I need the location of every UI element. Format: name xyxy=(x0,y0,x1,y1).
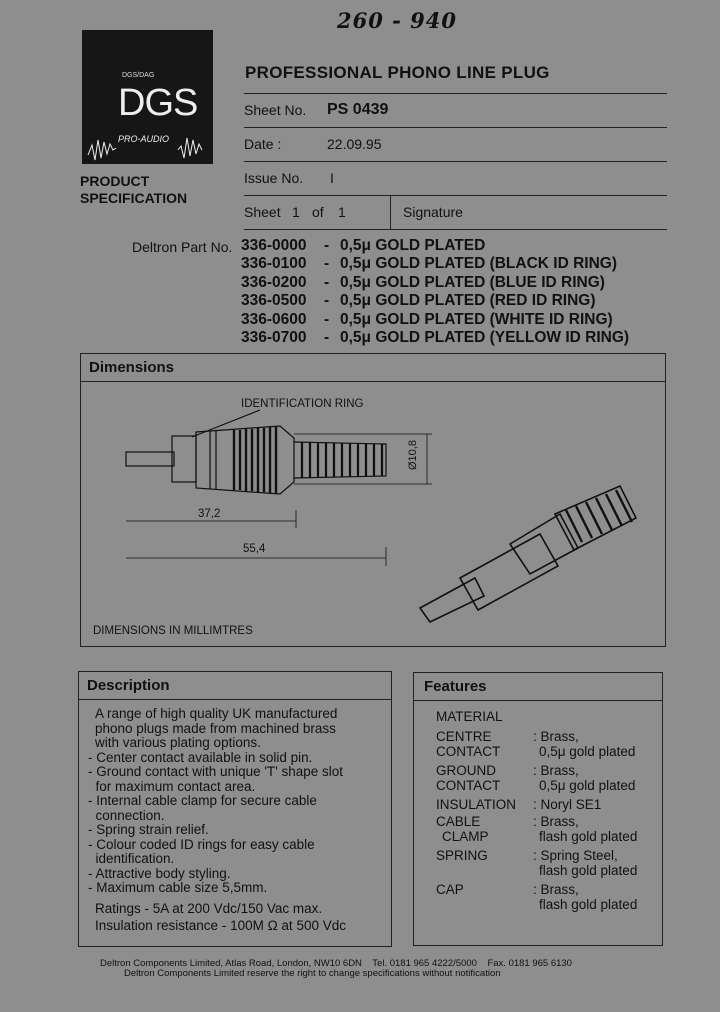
logo-waveform-icon xyxy=(82,30,213,164)
part-number-row: 336-0100 - 0,5μ GOLD PLATED (BLACK ID RING) xyxy=(241,255,618,273)
insulation-text: Insulation resistance - 100M Ω at 500 Vdc xyxy=(95,918,346,933)
sheet-count-num: 1 xyxy=(292,204,300,220)
signature-label: Signature xyxy=(403,204,463,220)
title-underline xyxy=(244,93,667,94)
footer-address: Deltron Components Limited, Atlas Road, London, NW10 6DN Tel. 0181 965 4222/5000 Fax. 0181 965 6130 xyxy=(100,958,572,969)
handwritten-reference: 260 - 940 xyxy=(337,8,458,33)
feature-row: CABLE CLAMP : Brass, flash gold plated xyxy=(436,814,638,844)
feature-row: SPRING : Spring Steel, flash gold plated xyxy=(436,848,638,878)
part-number-row: 336-0200 - 0,5μ GOLD PLATED (BLUE ID RING) xyxy=(241,273,605,291)
sheet-count-of: of xyxy=(312,204,324,220)
logo-sub-text: PRO-AUDIO xyxy=(118,134,170,144)
issue-no-label: Issue No. xyxy=(244,170,304,186)
material-label: MATERIAL xyxy=(436,709,503,724)
dimension-55-label: 55,4 xyxy=(243,543,266,555)
features-title: Features xyxy=(424,678,487,695)
sheet-no-value: PS 0439 xyxy=(327,101,389,118)
document-title: PROFESSIONAL PHONO LINE PLUG xyxy=(245,63,550,82)
part-number-label: Deltron Part No. xyxy=(132,239,233,255)
id-ring-label: IDENTIFICATION RING xyxy=(241,398,364,410)
divider xyxy=(78,699,391,700)
footer-disclaimer: Deltron Components Limited reserve the right to change specifications without notification xyxy=(124,968,501,979)
product-specification-label: PRODUCT SPECIFICATION xyxy=(80,173,188,206)
divider xyxy=(244,229,667,230)
description-title: Description xyxy=(87,677,170,694)
divider xyxy=(390,196,391,230)
logo-small-text: DGS/DAG xyxy=(122,72,155,79)
dgs-logo xyxy=(82,30,213,164)
diameter-label: Ø10,8 xyxy=(407,440,419,470)
dimensions-title: Dimensions xyxy=(89,359,175,376)
logo-big-text: DGS xyxy=(118,82,198,124)
part-number-row: 336-0000 - 0,5μ GOLD PLATED xyxy=(241,237,486,254)
feature-row: GROUND CONTACT : Brass, 0,5μ gold plated xyxy=(436,763,636,793)
units-note: DIMENSIONS IN MILLIMTRES xyxy=(93,625,253,637)
features-list xyxy=(436,729,660,916)
feature-row: CENTRE CONTACT : Brass, 0,5μ gold plated xyxy=(436,729,636,759)
feature-row: INSULATION : Noryl SE1 xyxy=(436,797,602,812)
date-value: 22.09.95 xyxy=(327,136,382,152)
part-number-row: 336-0700 - 0,5μ GOLD PLATED (YELLOW ID RING) xyxy=(241,328,630,346)
divider xyxy=(244,127,667,128)
ratings-text: Ratings - 5A at 200 Vdc/150 Vac max. xyxy=(95,900,323,916)
date-label: Date : xyxy=(244,136,282,152)
part-number-row: 336-0600 - 0,5μ GOLD PLATED (WHITE ID RING) xyxy=(241,310,613,328)
divider xyxy=(413,700,662,701)
sheet-count-label: Sheet xyxy=(244,204,281,220)
description-bullets: - Center contact available in solid pin. - Ground contact with unique 'T' shape slot for maximum contact area. - Internal cable clamp for secure cable connection. - Spring strain relief. - Colour coded ID rings for easy cable identification. - Attractive body styling. - Maximum cable size 5,5mm. xyxy=(88,749,344,895)
divider xyxy=(244,161,667,162)
sheet-no-label: Sheet No. xyxy=(244,102,307,118)
divider xyxy=(244,195,667,196)
feature-row: CAP : Brass, flash gold plated xyxy=(436,882,638,912)
plug-drawing xyxy=(80,382,664,644)
part-number-list xyxy=(241,237,629,347)
issue-no-value: I xyxy=(330,170,334,186)
sheet-count-total: 1 xyxy=(338,204,346,220)
part-number-row: 336-0500 - 0,5μ GOLD PLATED (RED ID RING) xyxy=(241,292,596,310)
dimension-37-label: 37,2 xyxy=(198,508,221,520)
description-body: A range of high quality UK manufactured phono plugs made from machined brass with various plating options. - Center contact available in solid pin. - Ground contact with unique 'T' shape slot for maximum contact area. - Internal cable clamp for secure cable connection. - Spring strain relief. - Colour coded ID rings for easy cable identification. - Attractive body styling. - Maximum cable size 5,5mm. Ratings - 5A at 200 Vdc/150 Vac max. Insulation resistance - 100M Ω at 500 Vdc xyxy=(88,706,346,933)
